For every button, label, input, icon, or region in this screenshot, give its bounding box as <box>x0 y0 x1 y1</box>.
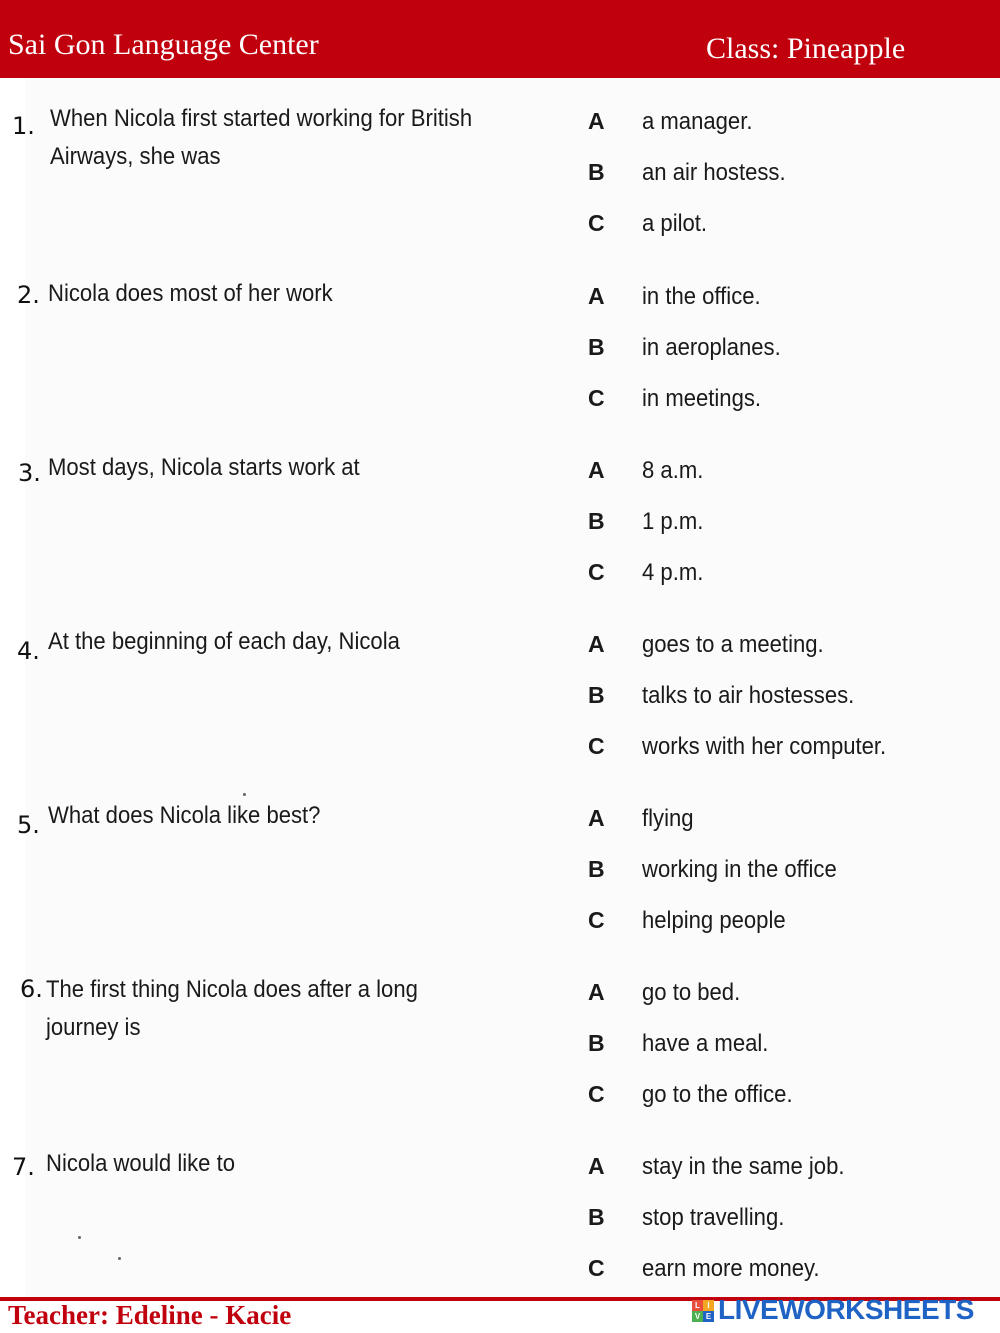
logo-letter: V <box>692 1311 703 1322</box>
liveworksheets-logo[interactable] <box>692 1294 992 1326</box>
brand-name: LIVEWORKSHEETS <box>718 1294 974 1325</box>
question-5 <box>0 797 1000 967</box>
option-letter: B <box>588 682 605 708</box>
option-text: works with her computer. <box>642 733 887 760</box>
option-text: in aeroplanes. <box>642 334 781 361</box>
question-text: Most days, Nicola starts work at <box>48 454 360 481</box>
answer-option-a[interactable] <box>0 1153 1000 1193</box>
option-letter: A <box>588 283 605 309</box>
answer-option-a[interactable] <box>0 805 1000 845</box>
question-number: 2. <box>17 281 40 309</box>
answer-option-a[interactable] <box>0 108 1000 148</box>
option-letter: A <box>588 457 605 483</box>
option-text: go to the office. <box>642 1081 793 1108</box>
option-text: 8 a.m. <box>642 457 704 484</box>
question-number: 3. <box>18 459 41 487</box>
answer-option-b[interactable] <box>0 159 1000 199</box>
question-7 <box>0 1145 1000 1315</box>
answer-option-c[interactable] <box>0 1255 1000 1295</box>
question-6 <box>0 971 1000 1141</box>
answer-option-c[interactable] <box>0 210 1000 250</box>
question-3 <box>0 449 1000 619</box>
option-text: flying <box>642 805 694 832</box>
option-text: in meetings. <box>642 385 762 412</box>
option-text: earn more money. <box>642 1255 820 1282</box>
option-letter: C <box>588 1081 605 1107</box>
option-letter: B <box>588 856 605 882</box>
option-letter: C <box>588 210 605 236</box>
speck-mark <box>243 793 246 796</box>
answer-option-b[interactable] <box>0 334 1000 374</box>
answer-option-c[interactable] <box>0 907 1000 947</box>
answer-option-b[interactable] <box>0 856 1000 896</box>
option-letter: B <box>588 1204 605 1230</box>
logo-letter: I <box>703 1300 714 1311</box>
speck-mark <box>78 1236 81 1239</box>
answer-option-c[interactable] <box>0 733 1000 773</box>
answer-option-c[interactable] <box>0 559 1000 599</box>
option-letter: B <box>588 159 605 185</box>
answer-option-a[interactable] <box>0 979 1000 1019</box>
option-letter: A <box>588 979 605 1005</box>
option-letter: B <box>588 1030 605 1056</box>
question-text: When Nicola first started working for British Airways, she was <box>50 105 473 170</box>
option-text: have a meal. <box>642 1030 769 1057</box>
option-text: stop travelling. <box>642 1204 785 1231</box>
option-letter: C <box>588 733 605 759</box>
question-4 <box>0 623 1000 793</box>
speck-mark <box>118 1257 121 1260</box>
option-text: in the office. <box>642 283 761 310</box>
answer-option-a[interactable] <box>0 631 1000 671</box>
option-text: 4 p.m. <box>642 559 704 586</box>
option-letter: B <box>588 508 605 534</box>
question-text: At the beginning of each day, Nicola <box>48 628 400 655</box>
teacher-credit: Teacher: Edeline - Kacie <box>8 1300 292 1330</box>
question-number: 1. <box>12 112 35 140</box>
school-name: Sai Gon Language Center <box>8 28 319 61</box>
option-text: 1 p.m. <box>642 508 704 535</box>
question-number: 4. <box>17 637 40 665</box>
question-text: Nicola does most of her work <box>48 280 333 307</box>
option-letter: A <box>588 805 605 831</box>
answer-option-a[interactable] <box>0 283 1000 323</box>
option-text: a pilot. <box>642 210 708 237</box>
logo-letter: L <box>692 1300 703 1311</box>
answer-option-a[interactable] <box>0 457 1000 497</box>
question-number: 7. <box>12 1153 35 1181</box>
question-number: 6. <box>20 975 43 1003</box>
answer-option-b[interactable] <box>0 1030 1000 1070</box>
option-text: working in the office <box>642 856 837 883</box>
option-letter: C <box>588 559 605 585</box>
option-text: an air hostess. <box>642 159 786 186</box>
header-bar <box>0 0 1000 78</box>
logo-letter: E <box>703 1311 714 1322</box>
option-text: helping people <box>642 907 786 934</box>
option-letter: A <box>588 1153 605 1179</box>
answer-option-b[interactable] <box>0 682 1000 722</box>
answer-option-c[interactable] <box>0 1081 1000 1121</box>
class-label: Class: Pineapple <box>706 32 906 65</box>
option-text: talks to air hostesses. <box>642 682 855 709</box>
question-2 <box>0 275 1000 445</box>
answer-option-c[interactable] <box>0 385 1000 425</box>
question-text: What does Nicola like best? <box>48 802 321 829</box>
question-1 <box>0 100 1000 270</box>
answer-option-b[interactable] <box>0 508 1000 548</box>
option-letter: C <box>588 385 605 411</box>
option-letter: C <box>588 907 605 933</box>
question-number: 5. <box>17 811 40 839</box>
option-letter: A <box>588 108 605 134</box>
option-letter: C <box>588 1255 605 1281</box>
option-text: goes to a meeting. <box>642 631 824 658</box>
option-letter: B <box>588 334 605 360</box>
option-text: go to bed. <box>642 979 741 1006</box>
question-text: Nicola would like to <box>46 1150 236 1177</box>
option-letter: A <box>588 631 605 657</box>
answer-option-b[interactable] <box>0 1204 1000 1244</box>
liveworksheets-icon <box>692 1300 714 1322</box>
option-text: stay in the same job. <box>642 1153 845 1180</box>
question-text: The first thing Nicola does after a long journey is <box>46 976 418 1041</box>
option-text: a manager. <box>642 108 753 135</box>
